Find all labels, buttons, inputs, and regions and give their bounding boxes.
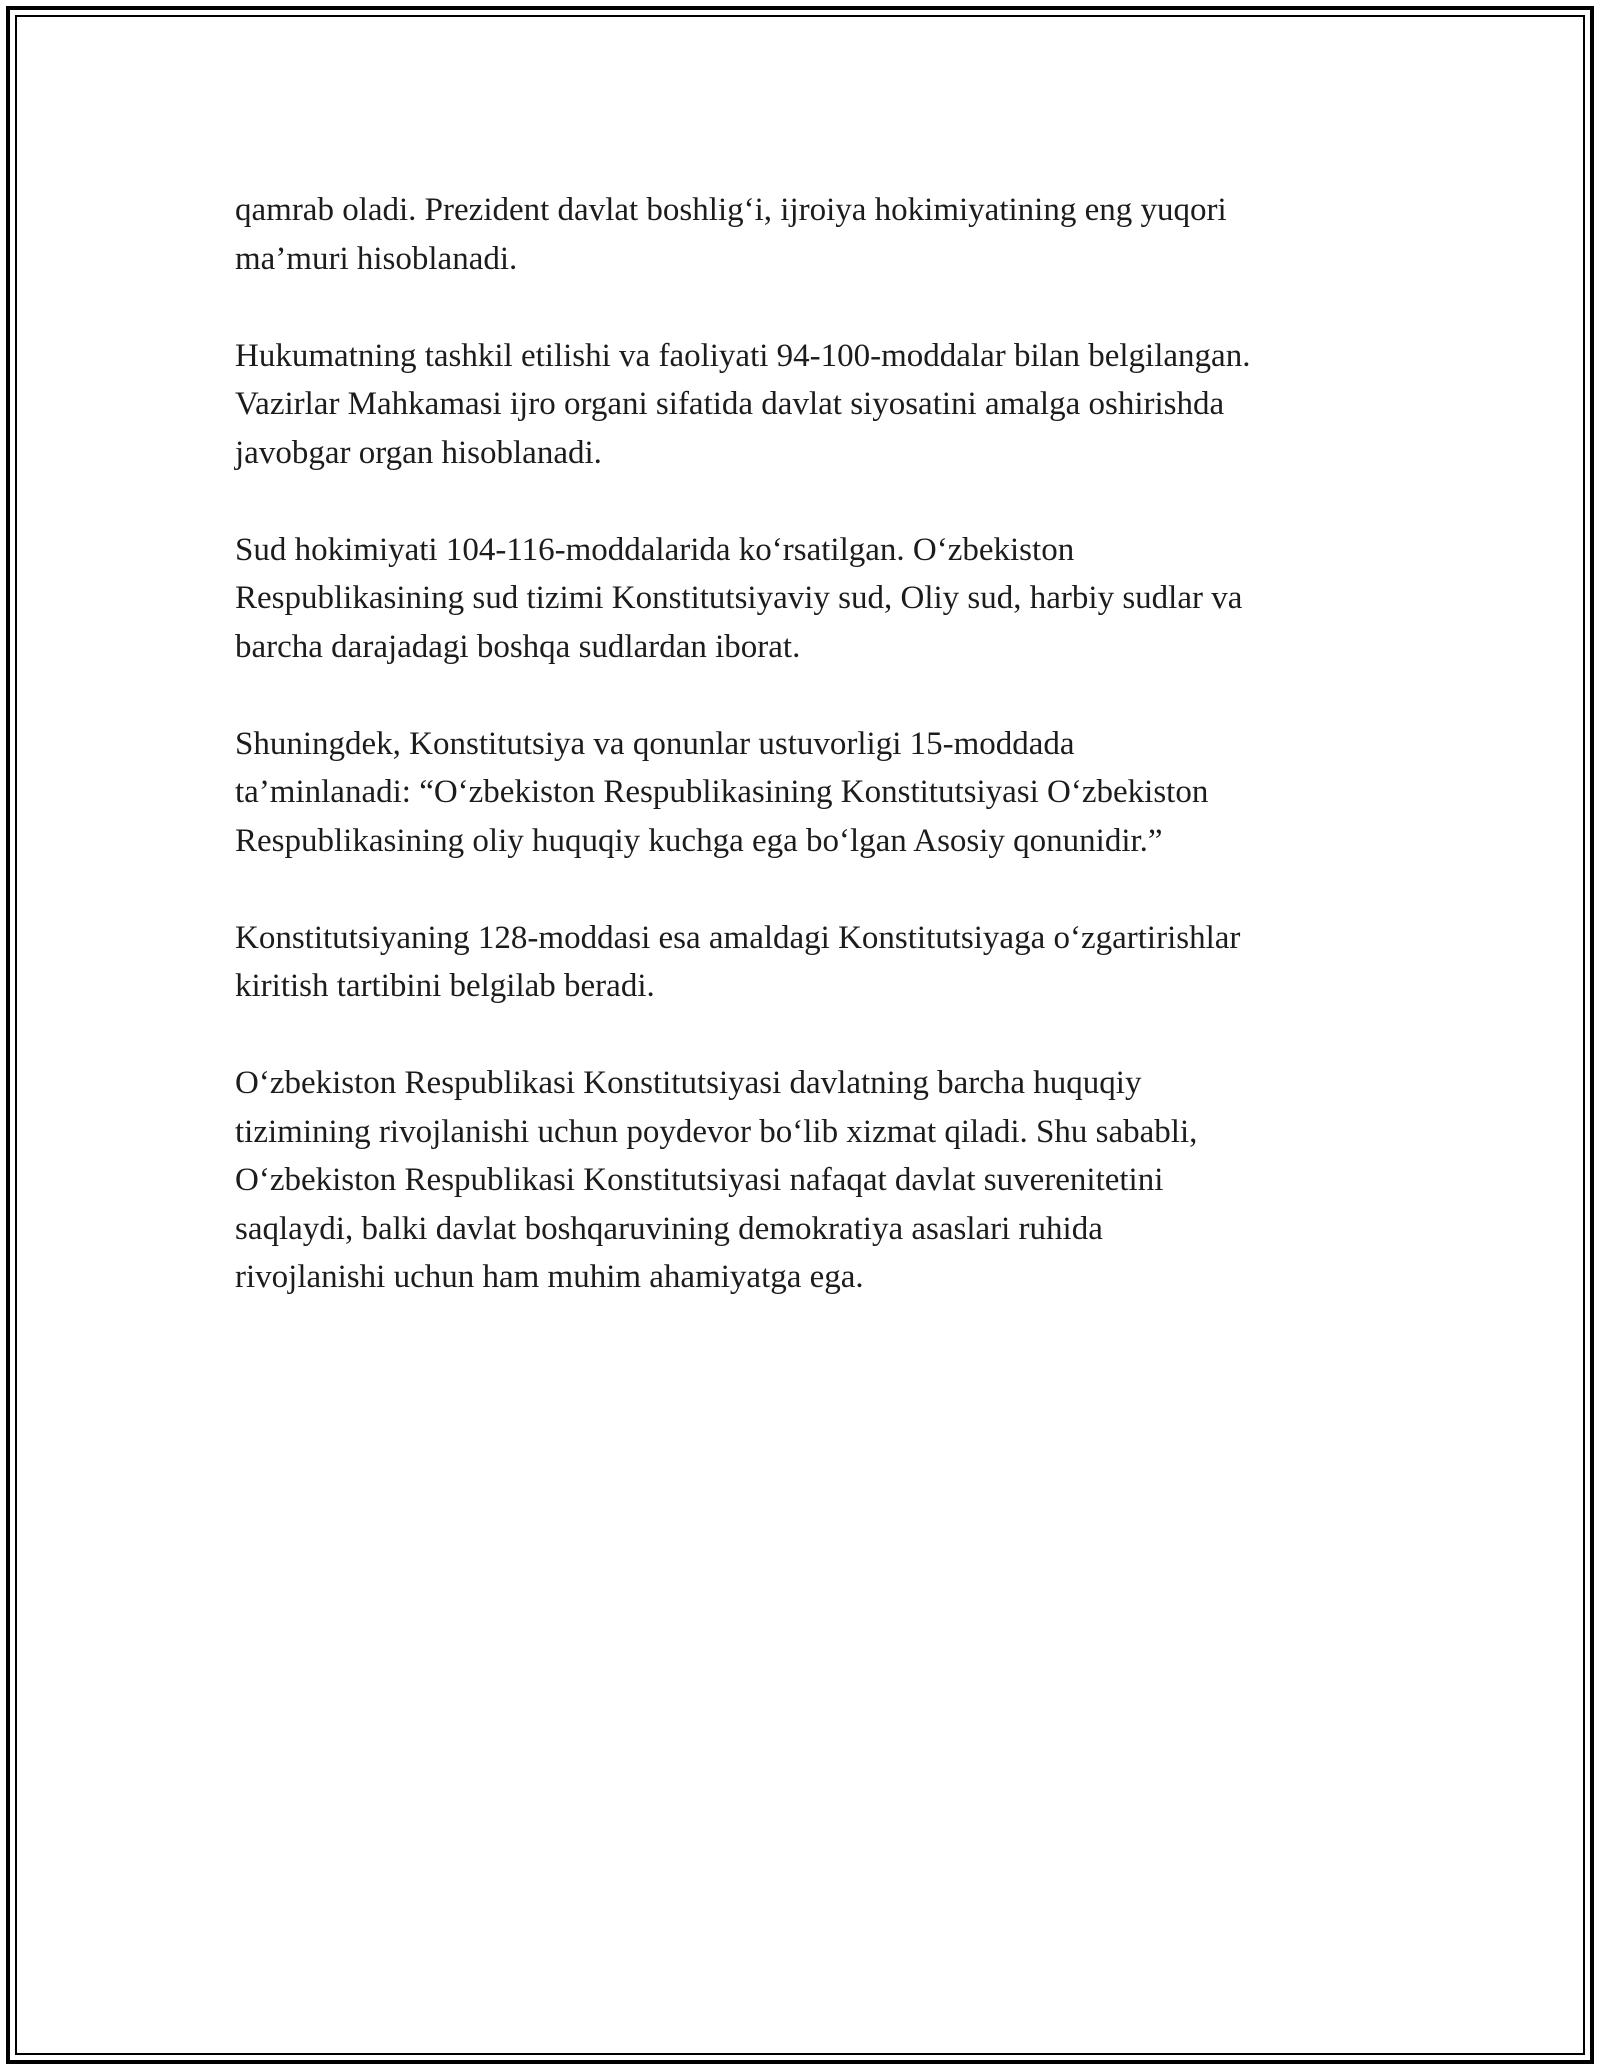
text-line: javobgar organ hisoblanadi. bbox=[235, 434, 602, 471]
paragraph-amendments bbox=[235, 914, 1395, 1011]
text-line: Hukumatning tashkil etilishi va faoliyati 94-100-moddalar bilan belgilangan. bbox=[235, 337, 1251, 374]
text-line: Respublikasining sud tizimi Konstitutsiyaviy sud, Oliy sud, harbiy sudlar va bbox=[235, 580, 1243, 616]
text-line: Vazirlar Mahkamasi ijro organi sifatida davlat siyosatini amalga oshirishda bbox=[235, 386, 1225, 422]
text-line: ma’muri hisoblanadi. bbox=[235, 240, 518, 277]
text-line: O‘zbekiston Respublikasi Konstitutsiyasi davlatning barcha huquqiy bbox=[235, 1065, 1142, 1101]
text-line: O‘zbekiston Respublikasi Konstitutsiyasi nafaqat davlat suverenitetini bbox=[235, 1162, 1164, 1198]
paragraph-supremacy bbox=[235, 720, 1395, 866]
text-line: saqlaydi, balki davlat boshqaruvining demokratiya asaslari ruhida bbox=[235, 1210, 1103, 1247]
paragraph-government bbox=[235, 332, 1395, 478]
paragraph-conclusion bbox=[235, 1059, 1395, 1302]
text-line: Respublikasining oliy huquqiy kuchga ega bo‘lgan Asosiy qonunidir.” bbox=[235, 822, 1163, 859]
text-line: Shuningdek, Konstitutsiya va qonunlar ustuvorligi 15-moddada bbox=[235, 725, 1075, 762]
text-line: rivojlanishi uchun ham muhim ahamiyatga ega. bbox=[235, 1259, 864, 1295]
text-line: kiritish tartibini belgilab beradi. bbox=[235, 968, 655, 1004]
text-line: ta’minlanadi: “O‘zbekiston Respublikasining Konstitutsiyasi O‘zbekiston bbox=[235, 774, 1209, 810]
text-line: tizimining rivojlanishi uchun poydevor bo‘lib xizmat qiladi. Shu sababli, bbox=[235, 1113, 1198, 1150]
text-line: barcha darajadagi boshqa sudlardan iborat. bbox=[235, 628, 801, 665]
document-body bbox=[235, 186, 1395, 1350]
text-line: qamrab oladi. Prezident davlat boshlig‘i, ijroiya hokimiyatining eng yuqori bbox=[235, 192, 1227, 228]
paragraph-judiciary bbox=[235, 526, 1395, 672]
paragraph-president bbox=[235, 186, 1395, 283]
text-line: Sud hokimiyati 104-116-moddalarida ko‘rsatilgan. O‘zbekiston bbox=[235, 531, 1075, 568]
text-line: Konstitutsiyaning 128-moddasi esa amaldagi Konstitutsiyaga o‘zgartirishlar bbox=[235, 919, 1241, 956]
